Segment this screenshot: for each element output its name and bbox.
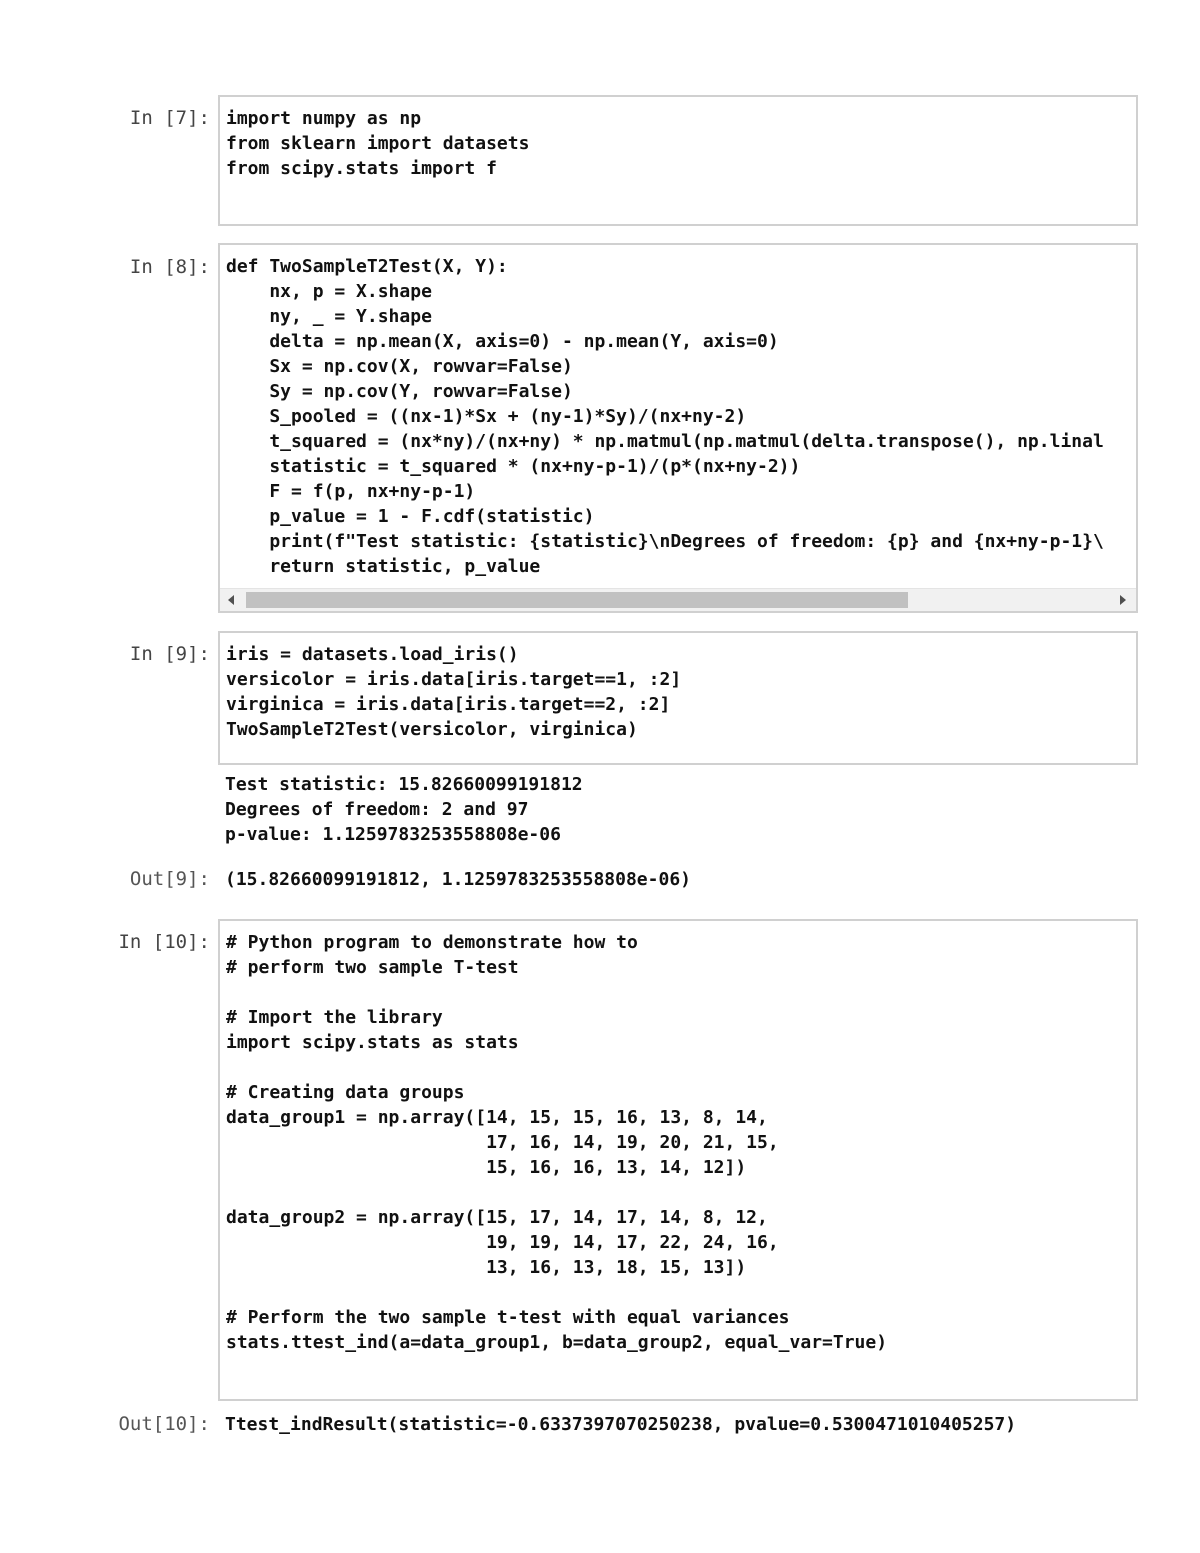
input-prompt-10: In [10]: [118,931,210,953]
code-editor-9[interactable]: iris = datasets.load_iris() versicolor = iris.data[iris.target==1, :2] virginica = iris.data[iris.target==2, :2] TwoSampleT2Test(versicolor, virginica) [226,644,682,740]
scroll-right-arrow-icon[interactable] [1120,595,1126,605]
scrollbar-thumb[interactable] [246,592,908,608]
code-cell-10[interactable] [218,919,1138,1401]
horizontal-scrollbar[interactable] [220,588,1136,611]
input-prompt-7: In [7]: [129,107,210,129]
scroll-left-arrow-icon[interactable] [228,595,234,605]
input-prompt-8: In [8]: [129,256,210,278]
output-prompt-10: Out[10]: [118,1413,210,1435]
code-cell-8[interactable] [218,243,1138,613]
code-cell-9[interactable] [218,631,1138,765]
code-cell-7[interactable] [218,95,1138,226]
code-editor-7[interactable]: import numpy as np from sklearn import datasets from scipy.stats import f [226,108,530,179]
code-editor-10[interactable]: # Python program to demonstrate how to # perform two sample T-test # Import the library import scipy.stats as stats # Creating data groups data_group1 = np.array([14, 15, 15, 16, 13, 8, 14, 17, 16, 14, 19, 20, 21, 15, 15, 16, 16, 13, 14, 12]) data_group2 = np.array([15, 17, 14, 17, 14, 8, 12, 19, 19, 14, 17, 22, 24, 16, 13, 16, 13, 18, 15, 13]) # Perform the two sample t-test with equal variances stats.ttest_ind(a=data_group1, b=data_group2, equal_var=True) [226,932,888,1353]
output-prompt-9: Out[9]: [129,868,210,890]
result-output-9: (15.82660099191812, 1.1259783253558808e-06) [225,869,691,890]
stdout-output-9: Test statistic: 15.82660099191812 Degrees of freedom: 2 and 97 p-value: 1.1259783253558808e-06 [225,774,583,845]
code-editor-8[interactable]: def TwoSampleT2Test(X, Y): nx, p = X.shape ny, _ = Y.shape delta = np.mean(X, axis=0) - np.mean(Y, axis=0) Sx = np.cov(X, rowvar=False) Sy = np.cov(Y, rowvar=False) S_pooled = ((nx-1)*Sx + (ny-1)*Sy)/(nx+ny-2) t_squared = (nx*ny)/(nx+ny) * np.matmul(np.matmul(delta.transpose(), np.linal statistic = t_squared * (nx+ny-p-1)/(p*(nx+ny-2)) F = f(p, nx+ny-p-1) p_value = 1 - F.cdf(statistic) print(f"Test statistic: {statistic}\nDegrees of freedom: {p} and {nx+ny-p-1}\ return statistic, p_value [226,256,1104,577]
result-output-10: Ttest_indResult(statistic=-0.6337397070250238, pvalue=0.5300471010405257) [225,1414,1017,1435]
input-prompt-9: In [9]: [129,643,210,665]
